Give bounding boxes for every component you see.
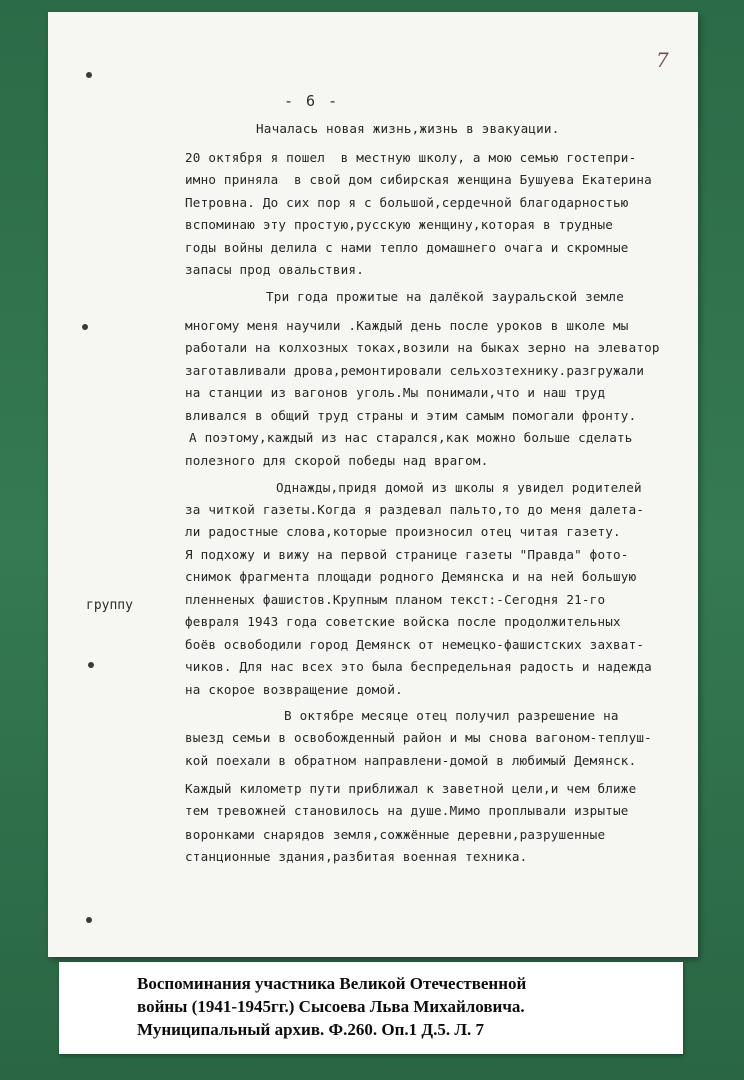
text-line: снимок фрагмента площади родного Демянска и на ней большую	[185, 569, 637, 584]
caption-line: Муниципальный архив. Ф.260. Оп.1 Д.5. Л. 7	[137, 1020, 484, 1039]
punch-hole	[86, 72, 92, 78]
punch-hole	[82, 324, 88, 330]
text-line: за читкой газеты.Когда я раздевал пальто,то до меня далета-	[185, 502, 645, 517]
text-line: работали на колхозных токах,возили на быках зерно на элеватор	[185, 340, 660, 355]
punch-hole	[88, 662, 94, 668]
text-line: кой поехали в обратном направлени-домой в любимый Демянск.	[185, 753, 637, 768]
text-line: тем тревожней становилось на душе.Мимо проплывали изрытые	[185, 803, 629, 818]
text-line: на станции из вагонов уголь.Мы понимали,что и наш труд	[185, 385, 606, 400]
text-line: февраля 1943 года советские войска после продолжительных	[185, 614, 621, 629]
text-line: Каждый километр пути приближал к заветной цели,и чем ближе	[185, 781, 637, 796]
page-number: - 6 -	[284, 92, 340, 110]
text-line: чиков. Для нас всех это была беспредельная радость и надежда	[185, 659, 652, 674]
text-line: полезного для скорой победы над врагом.	[185, 453, 489, 468]
margin-note: группу	[86, 598, 133, 613]
text-line: на скорое возвращение домой.	[185, 682, 403, 697]
text-line: станционные здания,разбитая военная техника.	[185, 849, 528, 864]
caption-line: Воспоминания участника Великой Отечественной	[137, 974, 527, 993]
text-line: В октябре месяце отец получил разрешение на	[284, 708, 619, 723]
text-line: запасы прод овальствия.	[185, 262, 364, 277]
text-line: Три года прожитые на далёкой зауральской земле	[266, 289, 624, 304]
text-line: Я подхожу и вижу на первой странице газеты "Правда" фото-	[185, 547, 629, 562]
text-line: имно приняла в свой дом сибирская женщина Бушуева Екатерина	[185, 172, 652, 187]
text-line: боёв освободили город Демянск от немецко-фашистских захват-	[185, 637, 645, 652]
text-line: заготавливали дрова,ремонтировали сельхозтехнику.разгружали	[185, 363, 645, 378]
caption-label	[59, 962, 683, 1054]
text-line: выезд семьи в освобожденный район и мы снова вагоном-теплуш-	[185, 730, 652, 745]
typewritten-page	[48, 12, 698, 957]
text-line: А поэтому,каждый из нас старался,как можно больше сделать	[189, 430, 633, 445]
punch-hole	[86, 917, 92, 923]
text-line: ли радостные слова,которые произносил отец читая газету.	[185, 524, 621, 539]
text-line: Петровна. До сих пор я с большой,сердечной благодарностью	[185, 195, 629, 210]
text-line: Однажды,придя домой из школы я увидел родителей	[276, 480, 642, 495]
text-line: вспоминаю эту простую,русскую женщину,которая в трудные	[185, 217, 614, 232]
archive-sheet-number: 7	[656, 48, 669, 72]
text-line: годы войны делила с нами тепло домашнего очага и скромные	[185, 240, 629, 255]
text-line: многому меня научили .Каждый день после уроков в школе мы	[185, 318, 629, 333]
caption-line: войны (1941-1945гг.) Сысоева Льва Михайловича.	[137, 997, 525, 1016]
text-line: 20 октября я пошел в местную школу, а мою семью гостепри-	[185, 150, 637, 165]
text-line: пленненых фашистов.Крупным планом текст:-Сегодня 21-го	[185, 592, 606, 607]
text-line: воронками снарядов земля,сожжённые деревни,разрушенные	[185, 827, 606, 842]
text-line: Началась новая жизнь,жизнь в эвакуации.	[256, 121, 560, 136]
text-line: вливался в общий труд страны и этим самым помогали фронту.	[185, 408, 637, 423]
